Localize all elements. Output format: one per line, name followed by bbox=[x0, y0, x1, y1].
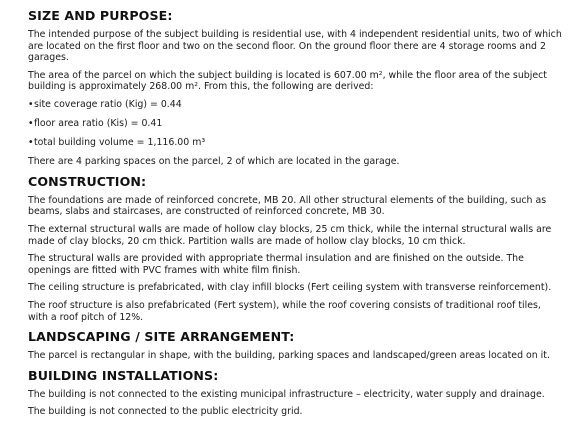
paragraph: The building is not connected to the public electricity grid. bbox=[28, 406, 303, 418]
section-landscaping bbox=[28, 329, 562, 362]
section-heading: BUILDING INSTALLATIONS: bbox=[28, 367, 219, 383]
section-heading: LANDSCAPING / SITE ARRANGEMENT: bbox=[28, 329, 295, 345]
paragraph: The foundations are made of reinforced concrete, MB 20. All other structural elements of the building, such as beams, slabs and staircases, are constructed of reinforced concrete, MB 30. bbox=[28, 194, 547, 218]
paragraph: The parcel is rectangular in shape, with the building, parking spaces and landscaped/green areas located on it. bbox=[28, 350, 550, 362]
paragraph: The intended purpose of the subject building is residential use, with 4 independent residential units, two of which are located on the first floor and two on the second floor. On the ground floor there are 4 storage rooms and 2 garages. bbox=[28, 29, 562, 64]
section-heading: CONSTRUCTION: bbox=[28, 173, 147, 189]
list-item: • total building volume = 1,116.00 m³ bbox=[28, 137, 562, 149]
paragraph: There are 4 parking spaces on the parcel, 2 of which are located in the garage. bbox=[28, 156, 400, 168]
paragraph: The ceiling structure is prefabricated, with clay infill blocks (Fert ceiling system with transverse reinforcement). bbox=[28, 282, 552, 294]
paragraph: The building is not connected to the existing municipal infrastructure – electricity, water supply and drainage. bbox=[28, 388, 545, 400]
list-item: • floor area ratio (Kis) = 0.41 bbox=[28, 118, 562, 130]
section-construction bbox=[28, 174, 562, 323]
derived-values-list bbox=[28, 99, 562, 149]
paragraph: The roof structure is also prefabricated (Fert system), while the roof covering consists of traditional roof tiles, with a roof pitch of 12%. bbox=[28, 300, 541, 323]
section-heading: SIZE AND PURPOSE: bbox=[28, 8, 173, 23]
paragraph: The structural walls are provided with appropriate thermal insulation and are finished on the outside. The openings are fitted with PVC frames with white film finish. bbox=[28, 253, 524, 276]
section-building-installations bbox=[28, 368, 562, 418]
paragraph: The area of the parcel on which the subject building is located is 607.00 m², while the floor area of the subject building is approximately 268.00 m². From this, the following are derived: bbox=[28, 69, 547, 93]
paragraph: The external structural walls are made of hollow clay blocks, 25 cm thick, while the internal structural walls are made of clay blocks, 20 cm thick. Partition walls are made of hollow clay blocks, 10 cm thick. bbox=[28, 224, 552, 247]
section-size-and-purpose bbox=[28, 8, 562, 168]
list-item: • site coverage ratio (Kig) = 0.44 bbox=[28, 99, 562, 111]
